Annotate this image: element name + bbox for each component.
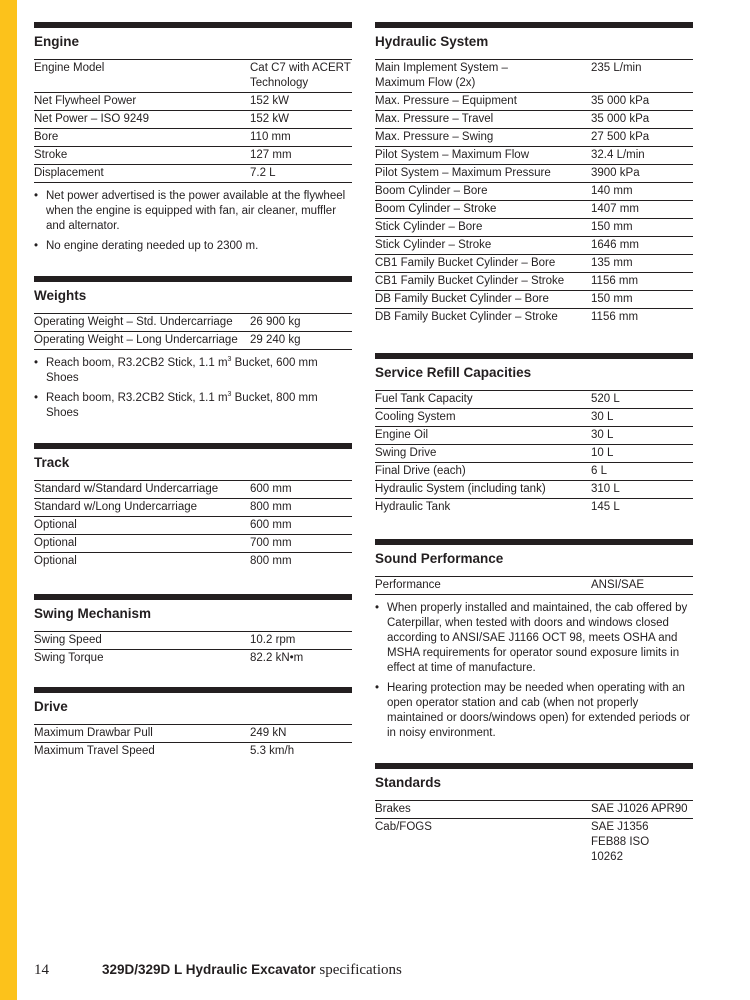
table-row bbox=[34, 481, 352, 499]
spec-value: 35 000 kPa bbox=[591, 113, 650, 125]
spec-label: CB1 Family Bucket Cylinder – Stroke bbox=[375, 275, 565, 287]
spec-label: DB Family Bucket Cylinder – Stroke bbox=[375, 311, 558, 323]
spec-label: Brakes bbox=[375, 803, 411, 815]
table-row bbox=[34, 725, 352, 743]
spec-value: 150 mm bbox=[591, 293, 633, 305]
spec-value: Cat C7 with ACERT Technology bbox=[250, 62, 351, 89]
spec-label: CB1 Family Bucket Cylinder – Bore bbox=[375, 257, 556, 269]
spec-value: 1156 mm bbox=[591, 311, 639, 323]
note-item: • Reach boom, R3.2CB2 Stick, 1.1 $m^3$ Bucket, 800 mm Shoes bbox=[34, 391, 352, 421]
sound-performance-section bbox=[375, 539, 693, 741]
table-row bbox=[34, 632, 352, 650]
spec-value: 145 L bbox=[591, 501, 620, 513]
table-row bbox=[375, 183, 693, 201]
spec-label: Performance bbox=[375, 579, 441, 591]
spec-value: 127 mm bbox=[250, 149, 292, 161]
refill-table bbox=[375, 390, 693, 516]
spec-value: 800 mm bbox=[250, 555, 292, 567]
spec-label: Main Implement System – Maximum Flow (2x) bbox=[375, 62, 508, 89]
spec-label: Boom Cylinder – Stroke bbox=[375, 203, 497, 215]
spec-value: 30 L bbox=[591, 411, 614, 423]
table-row bbox=[34, 517, 352, 535]
table-row bbox=[375, 201, 693, 219]
table-row bbox=[34, 332, 352, 350]
table-row bbox=[375, 291, 693, 309]
hydraulic-table bbox=[375, 59, 693, 326]
table-row bbox=[34, 499, 352, 517]
spec-value: 1407 mm bbox=[591, 203, 639, 215]
footer-model: 329D/329D L Hydraulic Excavator bbox=[102, 962, 316, 977]
spec-value: 310 L bbox=[591, 483, 620, 495]
table-row bbox=[375, 60, 693, 93]
spec-value: 30 L bbox=[591, 429, 614, 441]
table-row bbox=[34, 60, 352, 93]
engine-table bbox=[34, 59, 352, 183]
drive-section bbox=[34, 687, 352, 760]
spec-label: Fuel Tank Capacity bbox=[375, 393, 473, 405]
spec-value: 3900 kPa bbox=[591, 167, 640, 179]
table-row bbox=[375, 577, 693, 595]
spec-value: ANSI/SAE bbox=[591, 579, 645, 591]
spec-label: Optional bbox=[34, 519, 77, 531]
spec-label: Cooling System bbox=[375, 411, 456, 423]
right-column bbox=[375, 22, 693, 866]
spec-label: Displacement bbox=[34, 167, 104, 179]
spec-value: SAE J1356 FEB88 ISO 10262 bbox=[591, 821, 650, 863]
table-row bbox=[34, 129, 352, 147]
spec-label: Operating Weight – Long Undercarriage bbox=[34, 334, 238, 346]
section-title: Weights bbox=[34, 288, 87, 303]
section-title: Service Refill Capacities bbox=[375, 365, 532, 380]
table-row bbox=[375, 237, 693, 255]
spec-label: Bore bbox=[34, 131, 59, 143]
table-row bbox=[375, 819, 693, 866]
spec-value: 600 mm bbox=[250, 483, 292, 495]
track-table bbox=[34, 480, 352, 570]
spec-value: 150 mm bbox=[591, 221, 633, 233]
spec-value: 140 mm bbox=[591, 185, 633, 197]
table-row bbox=[375, 463, 693, 481]
spec-value: 700 mm bbox=[250, 537, 292, 549]
spec-label: Stroke bbox=[34, 149, 68, 161]
spec-value: 32.4 L/min bbox=[591, 149, 645, 161]
spec-label: Hydraulic System (including tank) bbox=[375, 483, 546, 495]
table-row bbox=[34, 93, 352, 111]
page-number: 14 bbox=[34, 962, 49, 978]
table-row bbox=[34, 147, 352, 165]
sound-notes bbox=[375, 601, 693, 741]
spec-value: 249 kN bbox=[250, 727, 287, 739]
table-row bbox=[34, 553, 352, 570]
table-row bbox=[375, 427, 693, 445]
note-item: • No engine derating needed up to 2300 m. bbox=[34, 239, 352, 254]
weights-notes bbox=[34, 356, 352, 421]
spec-value: 600 mm bbox=[250, 519, 292, 531]
spec-label: Optional bbox=[34, 555, 77, 567]
standards-table bbox=[375, 800, 693, 866]
spec-label: Swing Torque bbox=[34, 652, 104, 664]
table-row bbox=[375, 129, 693, 147]
spec-value: 110 mm bbox=[250, 131, 291, 143]
spec-label: Max. Pressure – Equipment bbox=[375, 95, 517, 107]
spec-label: Pilot System – Maximum Pressure bbox=[375, 167, 551, 179]
section-title: Track bbox=[34, 455, 70, 470]
table-row bbox=[375, 499, 693, 516]
weights-section bbox=[34, 276, 352, 421]
spec-value: 152 kW bbox=[250, 95, 289, 107]
spec-value: 152 kW bbox=[250, 113, 289, 125]
table-row bbox=[34, 535, 352, 553]
table-row bbox=[34, 111, 352, 129]
table-row bbox=[34, 650, 352, 667]
spec-label: Net Power – ISO 9249 bbox=[34, 113, 150, 125]
section-title: Standards bbox=[375, 775, 442, 790]
table-row bbox=[34, 314, 352, 332]
note-item: • Hearing protection may be needed when operating with an open operator station and cab (when not properly maintained or doors/windows open) for extended periods or in noisy environment. bbox=[375, 681, 693, 741]
table-row bbox=[375, 481, 693, 499]
spec-value: 135 mm bbox=[591, 257, 633, 269]
spec-label: Optional bbox=[34, 537, 77, 549]
table-row bbox=[375, 801, 693, 819]
sound-table bbox=[375, 576, 693, 595]
section-title: Hydraulic System bbox=[375, 34, 489, 49]
spec-value: 29 240 kg bbox=[250, 334, 301, 346]
spec-value: 10.2 rpm bbox=[250, 634, 296, 646]
spec-value: SAE J1026 APR90 bbox=[591, 803, 688, 815]
spec-value: 35 000 kPa bbox=[591, 95, 650, 107]
table-row bbox=[375, 147, 693, 165]
spec-value: 235 L/min bbox=[591, 62, 642, 74]
swing-mechanism-section bbox=[34, 594, 352, 667]
weights-table bbox=[34, 313, 352, 350]
spec-value: 5.3 km/h bbox=[250, 745, 295, 757]
page-footer bbox=[34, 962, 402, 979]
spec-label: Engine Oil bbox=[375, 429, 429, 441]
table-row bbox=[375, 409, 693, 427]
hydraulic-system-section bbox=[375, 22, 693, 326]
left-column bbox=[34, 22, 352, 760]
spec-label: Max. Pressure – Swing bbox=[375, 131, 494, 143]
spec-label: Maximum Travel Speed bbox=[34, 745, 155, 757]
engine-section bbox=[34, 22, 352, 254]
service-refill-section bbox=[375, 353, 693, 516]
table-row bbox=[375, 165, 693, 183]
spec-label: Final Drive (each) bbox=[375, 465, 466, 477]
spec-label: Max. Pressure – Travel bbox=[375, 113, 494, 125]
spec-value: 800 mm bbox=[250, 501, 292, 513]
spec-value: 1646 mm bbox=[591, 239, 639, 251]
spec-value: 6 L bbox=[591, 465, 607, 477]
engine-notes bbox=[34, 189, 352, 254]
spec-label: Operating Weight – Std. Undercarriage bbox=[34, 316, 233, 328]
drive-table bbox=[34, 724, 352, 760]
section-title: Swing Mechanism bbox=[34, 606, 152, 621]
spec-label: Swing Speed bbox=[34, 634, 102, 646]
table-row bbox=[34, 165, 352, 183]
table-row bbox=[375, 219, 693, 237]
table-row bbox=[375, 445, 693, 463]
table-row bbox=[34, 743, 352, 760]
note-item: • Net power advertised is the power available at the flywheel when the engine is equipped with fan, air cleaner, muffler and alternator. bbox=[34, 189, 352, 234]
spec-value: 1156 mm bbox=[591, 275, 639, 287]
spec-label: Pilot System – Maximum Flow bbox=[375, 149, 530, 161]
spec-label: Stick Cylinder – Bore bbox=[375, 221, 483, 233]
spec-value: 26 900 kg bbox=[250, 316, 301, 328]
section-title: Engine bbox=[34, 34, 80, 49]
track-section bbox=[34, 443, 352, 570]
spec-value: 520 L bbox=[591, 393, 620, 405]
spec-label: Boom Cylinder – Bore bbox=[375, 185, 488, 197]
spec-label: Cab/FOGS bbox=[375, 821, 432, 833]
note-item: • Reach boom, R3.2CB2 Stick, 1.1 $m^3$ Bucket, 600 mm Shoes bbox=[34, 356, 352, 386]
table-row bbox=[375, 255, 693, 273]
table-row bbox=[375, 391, 693, 409]
note-item: • When properly installed and maintained, the cab offered by Caterpillar, when tested with doors and windows closed according to ANSI/SAE J1166 OCT 98, meets OSHA and MSHA requirements for operator sound exposure limits in effect at time of manufacture. bbox=[375, 601, 693, 676]
swing-table bbox=[34, 631, 352, 667]
yellow-margin-stripe bbox=[0, 0, 17, 1000]
spec-label: Engine Model bbox=[34, 62, 105, 74]
spec-value: 27 500 kPa bbox=[591, 131, 650, 143]
spec-label: Hydraulic Tank bbox=[375, 501, 451, 513]
table-row bbox=[375, 273, 693, 291]
spec-value: 7.2 L bbox=[250, 167, 276, 179]
table-row bbox=[375, 111, 693, 129]
spec-label: DB Family Bucket Cylinder – Bore bbox=[375, 293, 549, 305]
spec-label: Swing Drive bbox=[375, 447, 437, 459]
table-row bbox=[375, 93, 693, 111]
section-title: Sound Performance bbox=[375, 551, 504, 566]
spec-label: Stick Cylinder – Stroke bbox=[375, 239, 492, 251]
section-title: Drive bbox=[34, 699, 68, 714]
spec-label: Net Flywheel Power bbox=[34, 95, 137, 107]
spec-label: Maximum Drawbar Pull bbox=[34, 727, 153, 739]
footer-suffix: specifications bbox=[315, 962, 402, 978]
spec-value: 82.2 kN•m bbox=[250, 652, 304, 664]
spec-label: Standard w/Standard Undercarriage bbox=[34, 483, 219, 495]
standards-section bbox=[375, 763, 693, 866]
spec-value: 10 L bbox=[591, 447, 614, 459]
table-row bbox=[375, 309, 693, 326]
spec-label: Standard w/Long Undercarriage bbox=[34, 501, 198, 513]
